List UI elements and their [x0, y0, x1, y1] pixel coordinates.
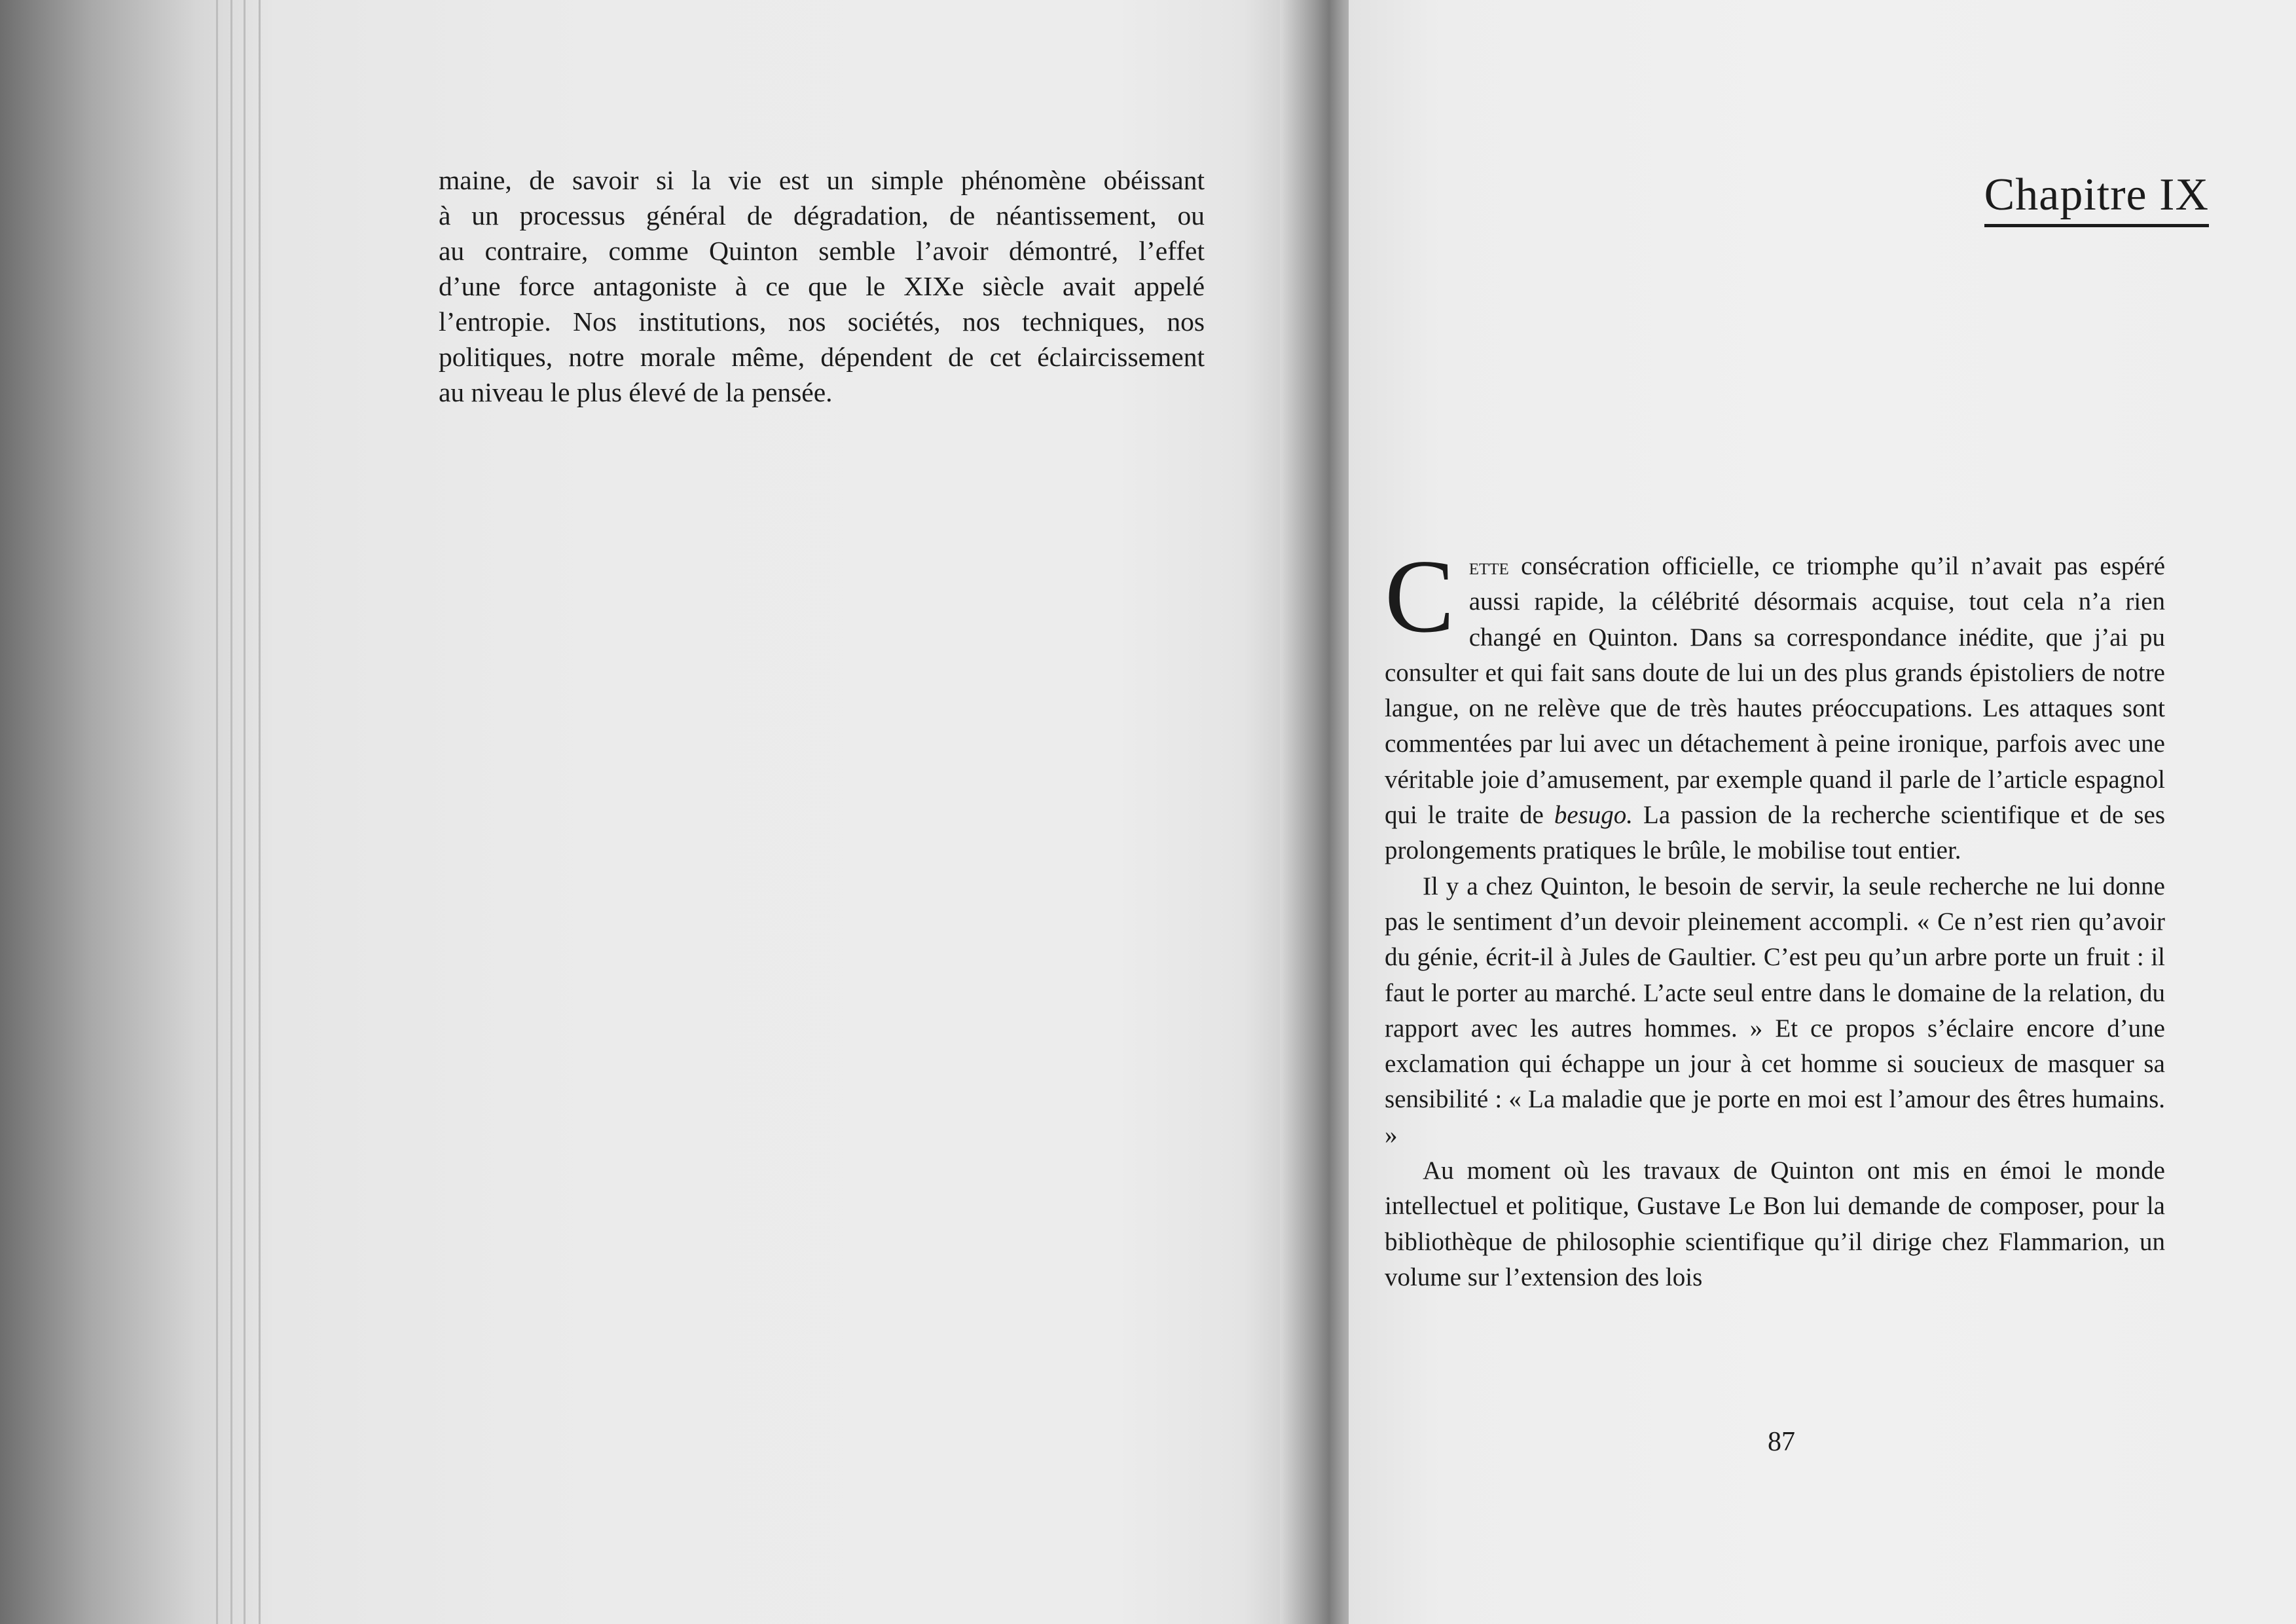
page-edge-line: [230, 0, 232, 1624]
left-page-text: [439, 162, 1205, 410]
text-line: d’une force antagoniste à ce que le XIXe siècle avait appelé: [439, 271, 1205, 301]
text-line: à un processus général de dégradation, de néantissement, ou: [439, 200, 1205, 231]
opening-word: ette: [1468, 553, 1509, 580]
text-line: politiques, notre morale même, dépendent de cet éclaircissement: [439, 342, 1205, 372]
text-line: maine, de savoir si la vie est un simple phénomène obéissant: [439, 165, 1205, 195]
page-number: 87: [1768, 1427, 1795, 1457]
paragraph: Au moment où les travaux de Quinton ont mis en émoi le monde intellectuel et politique, Gustave Le Bon lui demande de composer, pour la bibliothèque de philosophie scientifique qu’il dirige chez Flammarion, un volume sur l’extension des lois: [1385, 1156, 2165, 1291]
chapter-title: Chapitre IX: [1984, 169, 2209, 227]
text-line: l’entropie. Nos institutions, nos sociétés, nos techniques, nos: [439, 306, 1205, 337]
paragraph-text: consécration officielle, ce triomphe qu’il n’avait pas espéré aussi rapide, la célébrité désormais acquise, tout cela n’a rien changé en Quinton. Dans sa correspondance inédite, que j’ai pu consulter et qui fait sans doute de lui un des plus grands épistoliers de notre langue, on ne relève que de très hautes préoccupations. Les attaques sont commentées par lui avec un détachement à peine ironique, parfois avec une véritable joie d’amusement, par exemple quand il parle de l’article espagnol qui le traite de: [1385, 552, 2165, 830]
page-edge-line: [259, 0, 261, 1624]
paragraph: Il y a chez Quinton, le besoin de servir, la seule recherche ne lui donne pas le sentiment d’un devoir pleinement accompli. « Ce n’est rien qu’avoir du génie, écrit-il à Jules de Gaultier. C’est peu qu’un arbre porte un fruit : il faut le porter au marché. L’acte seul entre dans le domaine de la relation, du rapport avec les autres hommes. » Et ce propos s’éclaire encore d’une exclamation qui échappe un jour à cet homme si soucieux de masquer sa sensibilité : « La maladie que je porte en moi est l’amour des êtres humains. »: [1385, 872, 2165, 1149]
italic-word: besugo.: [1554, 801, 1633, 830]
page-edge-line: [244, 0, 246, 1624]
paragraph-text: La passion de la recherche scientifique et de ses prolongements pratiques le brûle, le mobilise tout entier.: [1385, 801, 2166, 865]
paragraph: [1385, 538, 2166, 869]
page-edge-line: [216, 0, 218, 1624]
text-line: au niveau le plus élevé de la pensée.: [439, 377, 833, 407]
text-line: au contraire, comme Quinton semble l’avoir démontré, l’effet: [439, 236, 1205, 266]
right-page-text: [1385, 538, 2166, 1295]
drop-cap: C: [1385, 538, 1455, 654]
